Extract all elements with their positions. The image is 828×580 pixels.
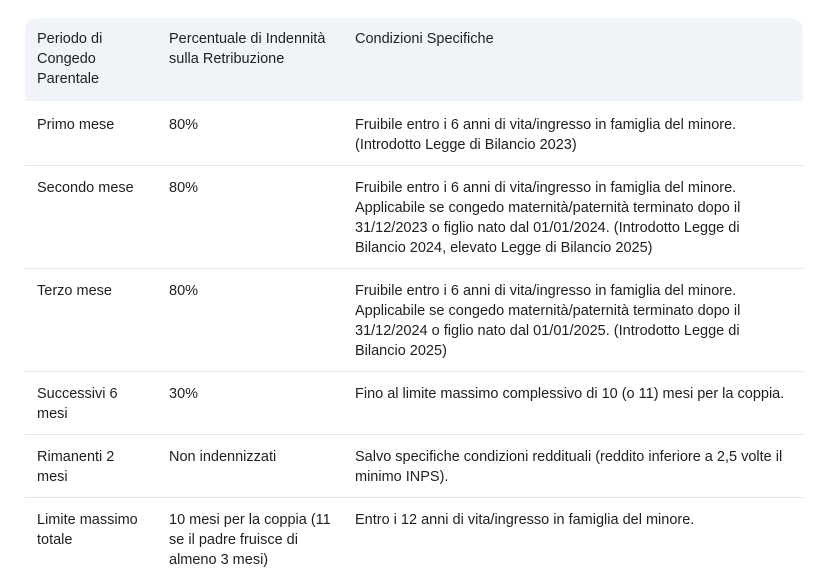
cell-period: Primo mese <box>25 101 157 166</box>
cell-conditions: Fruibile entro i 6 anni di vita/ingresso in famiglia del minore. Applicabile se congedo maternità/paternità terminato dopo il 31/12/2024 o figlio nato dal 01/01/2025. (Introdotto Legge di Bilancio 2025) <box>343 269 803 372</box>
table-row <box>25 435 803 498</box>
header-conditions: Condizioni Specifiche <box>355 31 494 47</box>
cell-percentage: Non indennizzati <box>157 435 343 498</box>
cell-conditions: Salvo specifiche condizioni reddituali (reddito inferiore a 2,5 volte il minimo INPS). <box>343 435 803 498</box>
table-header <box>25 18 803 101</box>
cell-period: Terzo mese <box>25 269 157 372</box>
cell-percentage: 30% <box>157 372 343 435</box>
cell-period: Secondo mese <box>25 166 157 269</box>
table-row <box>25 498 803 577</box>
table-row <box>25 101 803 166</box>
cell-percentage: 80% <box>157 269 343 372</box>
cell-percentage: 80% <box>157 101 343 166</box>
cell-percentage: 80% <box>157 166 343 269</box>
header-row <box>25 18 803 101</box>
header-period: Periodo di Congedo Parentale <box>37 31 103 87</box>
cell-conditions: Fruibile entro i 6 anni di vita/ingresso in famiglia del minore. Applicabile se congedo maternità/paternità terminato dopo il 31/12/2023 o figlio nato dal 01/01/2024. (Introdotto Legge di Bilancio 2024, elevato Legge di Bilancio 2025) <box>343 166 803 269</box>
cell-period: Rimanenti 2 mesi <box>25 435 157 498</box>
table-row <box>25 372 803 435</box>
cell-conditions: Fino al limite massimo complessivo di 10 (o 11) mesi per la coppia. <box>343 372 803 435</box>
cell-conditions: Fruibile entro i 6 anni di vita/ingresso in famiglia del minore. (Introdotto Legge di Bilancio 2023) <box>343 101 803 166</box>
cell-period: Limite massimo totale <box>37 512 138 548</box>
cell-period: Successivi 6 mesi <box>25 372 157 435</box>
cell-percentage: 10 mesi per la coppia (11 se il padre fruisce di almeno 3 mesi) <box>169 512 331 568</box>
header-percentage: Percentuale di Indennità sulla Retribuzione <box>169 31 326 67</box>
table-row <box>25 166 803 269</box>
table-body <box>25 101 803 576</box>
parental-leave-table <box>25 18 803 576</box>
table-row <box>25 269 803 372</box>
parental-leave-table-container <box>25 18 803 576</box>
cell-conditions: Entro i 12 anni di vita/ingresso in famiglia del minore. <box>355 512 695 528</box>
